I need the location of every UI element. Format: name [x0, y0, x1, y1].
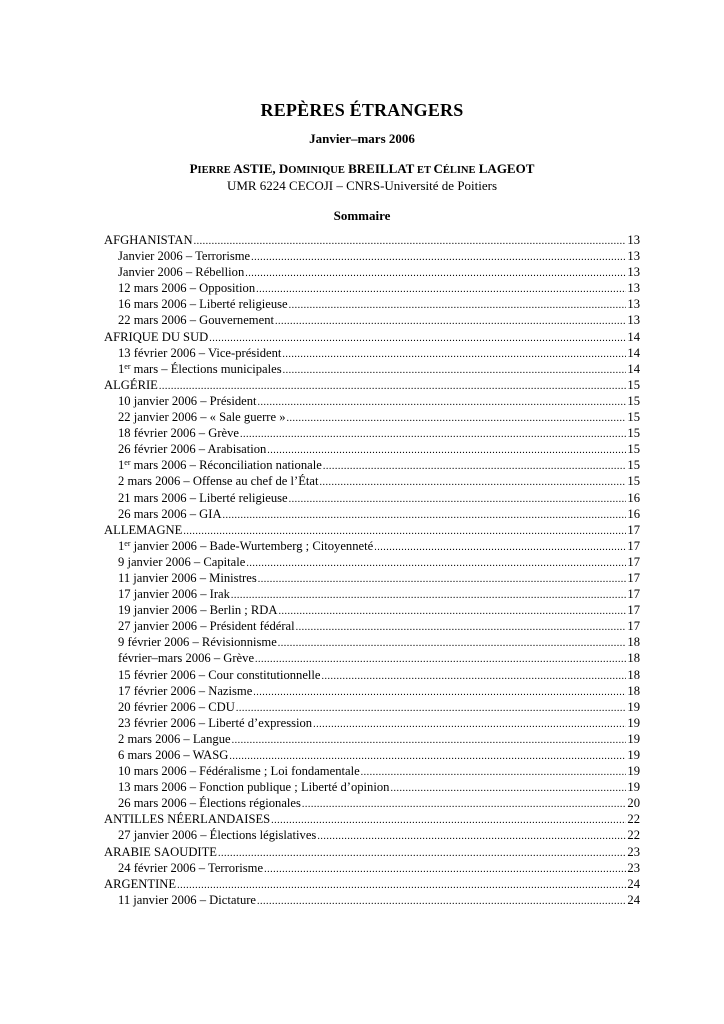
toc-page-number: 13 [627, 313, 640, 328]
toc-page-number: 13 [627, 233, 640, 247]
toc-entry-label: 15 février 2006 – Cour constitutionnelle [118, 667, 321, 682]
toc-entry-label: 13 mars 2006 – Fonction publique ; Liberté d’opinion [118, 780, 390, 795]
toc-entry-label: 1er mars – Élections municipales [118, 361, 282, 376]
toc-entry-label: 6 mars 2006 – WASG [118, 748, 229, 762]
toc-page-number: 17 [627, 538, 640, 553]
toc-page-number: 19 [627, 715, 640, 730]
toc-page-number: 19 [627, 764, 640, 779]
toc-entry-label: 16 mars 2006 – Liberté religieuse [118, 297, 288, 312]
toc-entry-label: ANTILLES NÉERLANDAISES [104, 812, 271, 827]
toc-subentry[interactable] [104, 650, 640, 666]
toc-page-number: 13 [627, 281, 640, 296]
toc-page-number: 15 [627, 442, 640, 457]
toc-entry-label: Janvier 2006 – Terrorisme [118, 249, 251, 264]
toc-subentry[interactable] [104, 264, 640, 280]
toc-page-number: 24 [627, 876, 640, 891]
toc-entry-label: 10 mars 2006 – Fédéralisme ; Loi fondamentale [118, 764, 360, 779]
toc-entry-label: 11 janvier 2006 – Ministres [118, 570, 257, 585]
author-1-first-rest: IERRE [197, 165, 231, 176]
author-1-last: ASTIE [233, 161, 273, 176]
author-1-first-initial: P [189, 161, 198, 176]
toc-page-number: 15 [627, 474, 640, 489]
toc-section-entry[interactable] [104, 522, 640, 538]
toc-subentry[interactable] [104, 892, 640, 908]
toc-entry-label: 18 février 2006 – Grève [118, 426, 239, 441]
toc-section-entry[interactable] [104, 377, 640, 393]
toc-subentry[interactable] [104, 248, 640, 264]
toc-page-number: 22 [627, 812, 640, 827]
toc-page-number: 15 [627, 410, 640, 425]
author-2-first-rest: OMINIQUE [288, 165, 345, 176]
author-3-last: LAGEOT [478, 161, 535, 176]
toc-section-entry[interactable] [104, 811, 640, 827]
toc-page-number: 17 [627, 570, 640, 585]
toc-subentry[interactable] [104, 763, 640, 779]
toc-subentry[interactable] [104, 457, 640, 473]
toc-page-number: 24 [627, 892, 640, 907]
toc-page-number: 16 [627, 506, 640, 521]
toc-entry-label: 2 mars 2006 – Langue [118, 731, 231, 746]
toc-subentry[interactable] [104, 860, 640, 876]
toc-page-number: 17 [627, 587, 640, 602]
toc-subentry[interactable] [104, 602, 640, 618]
toc-subentry[interactable] [104, 506, 640, 522]
toc-subentry[interactable] [104, 296, 640, 312]
toc-subentry[interactable] [104, 731, 640, 747]
toc-page-number: 22 [627, 828, 640, 843]
toc-subentry[interactable] [104, 345, 640, 361]
toc-entry-label: 27 janvier 2006 – Président fédéral [118, 619, 295, 634]
author-3-first-initial: C [433, 161, 443, 176]
toc-subentry[interactable] [104, 827, 640, 843]
toc-entry-label: ARGENTINE [104, 876, 177, 891]
toc-entry-label: 26 février 2006 – Arabisation [118, 442, 267, 457]
toc-page-number: 19 [627, 780, 640, 795]
toc-page-number: 17 [627, 522, 640, 537]
toc-page-number: 13 [627, 297, 640, 312]
toc-subentry[interactable] [104, 361, 640, 377]
toc-page-number: 16 [627, 490, 640, 505]
toc-page-number: 15 [627, 377, 640, 392]
toc-page-number: 18 [627, 667, 640, 682]
author-3-first-rest: ÉLINE [442, 165, 476, 176]
toc-entry-label: 22 janvier 2006 – « Sale guerre » [118, 410, 286, 425]
toc-entry-label: 23 février 2006 – Liberté d’expression [118, 715, 313, 730]
toc-page-number: 15 [627, 458, 640, 473]
toc-entry-label: 12 mars 2006 – Opposition [118, 281, 256, 296]
toc-subentry[interactable] [104, 779, 640, 795]
toc-entry-label: 1er janvier 2006 – Bade-Wurtemberg ; Citoyenneté [118, 538, 374, 553]
toc-section-entry[interactable] [104, 232, 640, 248]
toc-subentry[interactable] [104, 538, 640, 554]
toc-dot-leader [257, 892, 626, 910]
toc-page-number: 18 [627, 683, 640, 698]
table-of-contents [104, 232, 640, 908]
toc-subentry[interactable] [104, 490, 640, 506]
toc-page-number: 15 [627, 393, 640, 408]
toc-page-number: 20 [627, 796, 640, 811]
toc-entry-label: 10 janvier 2006 – Président [118, 393, 257, 408]
toc-page-number: 17 [627, 554, 640, 569]
toc-section-entry[interactable] [104, 844, 640, 860]
toc-subentry[interactable] [104, 280, 640, 296]
toc-entry-label: 11 janvier 2006 – Dictature [118, 892, 257, 907]
author-2-last: BREILLAT [348, 161, 415, 176]
toc-subentry[interactable] [104, 312, 640, 328]
toc-subentry[interactable] [104, 473, 640, 489]
document-title: REPÈRES ÉTRANGERS [260, 100, 464, 120]
toc-entry-label: 24 février 2006 – Terrorisme [118, 860, 264, 875]
toc-page-number: 19 [627, 731, 640, 746]
toc-subentry[interactable] [104, 554, 640, 570]
toc-subentry[interactable] [104, 634, 640, 650]
toc-page-number: 18 [627, 635, 640, 650]
toc-page-number: 13 [627, 249, 640, 264]
toc-entry-label: 9 février 2006 – Révisionnisme [118, 635, 277, 650]
author-line [0, 161, 724, 177]
toc-entry-label: 9 janvier 2006 – Capitale [118, 554, 246, 569]
toc-entry-label: février–mars 2006 – Grève [118, 651, 255, 666]
toc-page-number: 14 [627, 345, 640, 360]
toc-page-number: 17 [627, 619, 640, 634]
toc-page-number: 23 [627, 844, 640, 859]
toc-subentry[interactable] [104, 586, 640, 602]
toc-section-entry[interactable] [104, 329, 640, 345]
toc-page-number: 15 [627, 426, 640, 441]
toc-page-number: 13 [627, 265, 640, 280]
toc-entry-label: ALGÉRIE [104, 377, 158, 392]
toc-heading: Sommaire [333, 208, 391, 223]
toc-page-number: 23 [627, 860, 640, 875]
toc-entry-label: 26 mars 2006 – Élections régionales [118, 796, 301, 811]
toc-entry-label: 20 février 2006 – CDU [118, 699, 235, 714]
toc-page-number: 17 [627, 603, 640, 618]
toc-page-number: 14 [627, 329, 640, 344]
toc-entry-label: ARABIE SAOUDITE [104, 844, 217, 859]
toc-entry-label: 17 janvier 2006 – Irak [118, 587, 230, 602]
toc-entry-label: 1er mars 2006 – Réconciliation nationale [118, 458, 322, 473]
toc-subentry[interactable] [104, 667, 640, 683]
toc-entry-label: 26 mars 2006 – GIA [118, 506, 222, 521]
toc-page-number: 19 [627, 748, 640, 762]
toc-entry-label: 2 mars 2006 – Offense au chef de l’État [118, 474, 319, 489]
toc-subentry[interactable] [104, 795, 640, 811]
author-conjunction: ET [414, 165, 434, 176]
toc-subentry[interactable] [104, 393, 640, 409]
toc-entry-label: 17 février 2006 – Nazisme [118, 683, 253, 698]
toc-entry-label: 27 janvier 2006 – Élections législatives [118, 828, 317, 843]
toc-subentry[interactable] [104, 699, 640, 715]
toc-entry-label: ALLEMAGNE [104, 522, 183, 537]
toc-entry-label: AFGHANISTAN [104, 233, 193, 247]
toc-entry-label: 21 mars 2006 – Liberté religieuse [118, 490, 288, 505]
toc-page-number: 19 [627, 699, 640, 714]
toc-subentry[interactable] [104, 570, 640, 586]
toc-entry-label: 13 février 2006 – Vice-président [118, 345, 282, 360]
toc-page-number: 14 [627, 361, 640, 376]
toc-entry-label: AFRIQUE DU SUD [104, 329, 209, 344]
toc-subentry[interactable] [104, 409, 640, 425]
toc-entry-label: Janvier 2006 – Rébellion [118, 265, 245, 280]
toc-subentry[interactable] [104, 715, 640, 731]
toc-subentry[interactable] [104, 747, 640, 763]
toc-entry-label: 19 janvier 2006 – Berlin ; RDA [118, 603, 278, 618]
document-subtitle: Janvier–mars 2006 [309, 131, 415, 146]
toc-page-number: 18 [627, 651, 640, 666]
toc-section-entry[interactable] [104, 876, 640, 892]
toc-subentry[interactable] [104, 425, 640, 441]
toc-subentry[interactable] [104, 441, 640, 457]
toc-entry-label: 22 mars 2006 – Gouvernement [118, 313, 274, 328]
author-2-first-initial: D [278, 161, 289, 176]
author-separator: , [272, 161, 279, 176]
toc-subentry[interactable] [104, 618, 640, 634]
toc-subentry[interactable] [104, 683, 640, 699]
affiliation: UMR 6224 CECOJI – CNRS-Université de Poitiers [226, 178, 498, 193]
